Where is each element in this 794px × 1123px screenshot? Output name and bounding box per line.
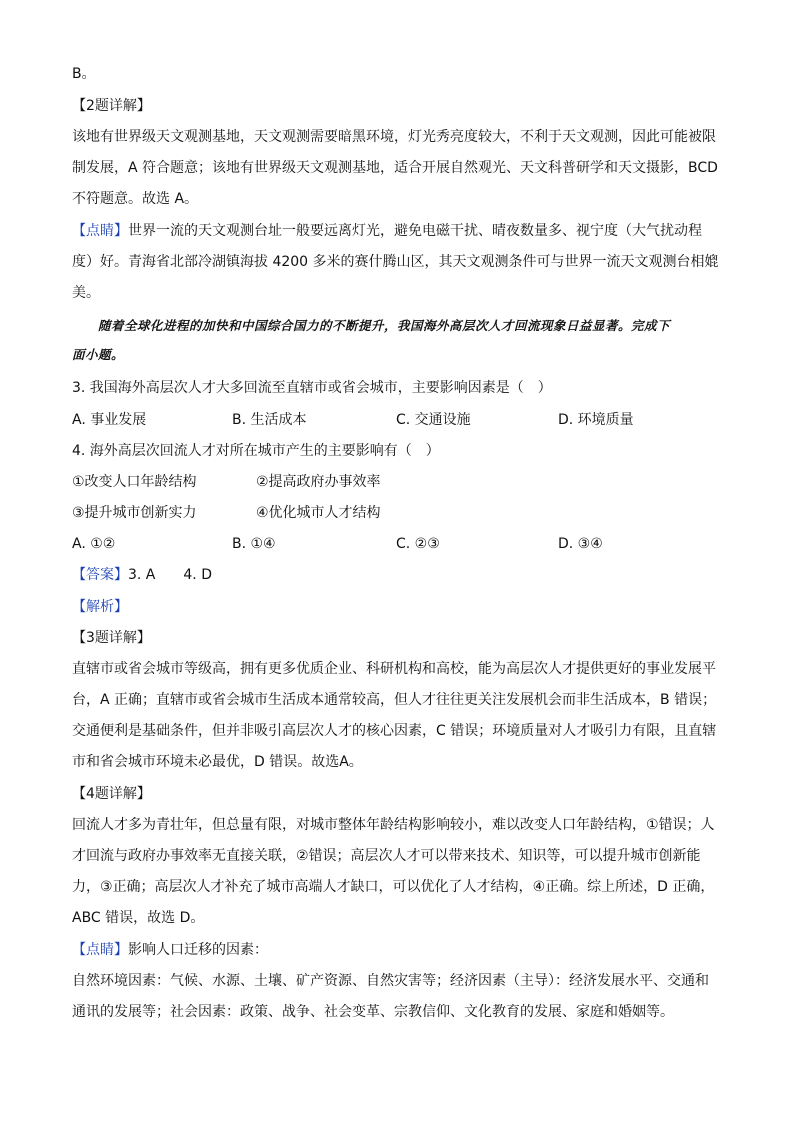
answer-text: 3. A 4. D <box>128 567 212 583</box>
q4-detail-header: 【4题详解】 <box>72 786 151 802</box>
answer-line <box>72 565 212 585</box>
q2-tips-text-1: 世界一流的天文观测台址一般要远离灯光，避免电磁干扰、晴夜数量多、视宁度（大气扰动程 <box>128 223 702 239</box>
q3-detail-line-3: 交通便利是基础条件，但并非吸引高层次人才的核心因素，C 错误；环境质量对人才吸引力有限，且直辖 <box>72 723 717 739</box>
final-tips-line-1: 自然环境因素：气候、水源、土壤、矿产资源、自然灾害等；经济因素（主导）：经济发展水平、交通和 <box>72 973 709 989</box>
q2-tips-line-2: 度）好。青海省北部冷湖镇海拔 4200 多米的赛什腾山区，其天文观测条件可与世界一流天文观测台相媲 <box>72 254 719 270</box>
q4-detail-text: 正确。综上所述，D 正确， <box>545 879 715 895</box>
q4-option-d: D. ③④ <box>558 536 603 552</box>
q4-option-a: A. ①② <box>72 536 116 552</box>
q4-option-c: C. ②③ <box>396 536 440 552</box>
q4-detail-item-marker: ② <box>296 848 309 864</box>
q4-detail-text: 回流人才多为青壮年，但总量有限，对城市整体年龄结构影响较小，难以改变人口年龄结构， <box>72 817 646 833</box>
q4-stem: 4. 海外高层次回流人才对所在城市产生的主要影响有（ ） <box>72 443 440 459</box>
q3-detail-line-4: 市和省会城市环境未必最优，D 错误。故选A。 <box>72 754 363 770</box>
q4-detail-text: 正确；高层次人才补充了城市高端人才缺口，可以优化了人才结构， <box>112 879 533 895</box>
q3-option-c: C. 交通设施 <box>396 412 471 428</box>
q4-item-1: ①改变人口年龄结构 <box>72 474 197 490</box>
analysis-label: 【解析】 <box>72 599 128 615</box>
q4-detail-text: 力， <box>72 879 100 895</box>
final-tips-line-2: 通讯的发展等；社会因素：政策、战争、社会变革、宗教信仰、文化教育的发展、家庭和婚姻等。 <box>72 1004 674 1020</box>
q2-detail-header: 【2题详解】 <box>72 98 151 114</box>
final-tips-line <box>72 940 268 960</box>
q3-option-b: B. 生活成本 <box>232 412 307 428</box>
q4-detail-text: 才回流与政府办事效率无直接关联， <box>72 848 296 864</box>
q3-option-d: D. 环境质量 <box>558 412 634 428</box>
q4-detail-item-marker: ③ <box>100 879 113 895</box>
q4-item-2: ②提高政府办事效率 <box>256 474 381 490</box>
q4-item-4: ④优化城市人才结构 <box>256 505 381 521</box>
final-tips-title: 影响人口迁移的因素： <box>128 942 268 958</box>
top-answer: B。 <box>72 66 96 82</box>
lead-in-line-2: 面小题。 <box>72 347 125 362</box>
q2-detail-line-1: 该地有世界级天文观测基地，天文观测需要暗黑环境，灯光秀亮度较大，不利于天文观测，因此可能被限 <box>72 129 716 145</box>
q4-item-3: ③提升城市创新实力 <box>72 505 197 521</box>
q4-detail-item-marker: ④ <box>532 879 546 895</box>
lead-in-line-1: 随着全球化进程的加快和中国综合国力的不断提升，我国海外高层次人才回流现象日益显著。完成下 <box>98 318 671 333</box>
q2-tips-line-1 <box>72 221 702 241</box>
q3-stem: 3. 我国海外高层次人才大多回流至直辖市或省会城市，主要影响因素是（ ） <box>72 380 552 396</box>
q4-detail-line-1 <box>72 815 715 835</box>
q4-detail-line-4: ABC 错误，故选 D。 <box>72 910 205 926</box>
q4-detail-item-marker: ① <box>646 817 659 833</box>
answer-label: 【答案】 <box>72 567 128 583</box>
q3-detail-line-1: 直辖市或省会城市等级高，拥有更多优质企业、科研机构和高校，能为高层次人才提供更好的事业发展平 <box>72 661 716 677</box>
q2-detail-line-3: 不符题意。故选 A。 <box>72 191 199 207</box>
q4-detail-text: 错误；高层次人才可以带来技术、知识等，可以提升城市创新能 <box>308 848 701 864</box>
q2-tips-header: 【点睛】 <box>72 223 128 239</box>
q2-tips-line-3: 美。 <box>72 285 100 301</box>
q2-detail-line-2: 制发展，A 符合题意；该地有世界级天文观测基地，适合开展自然观光、天文科普研学和天文摄影，BCD <box>72 160 718 176</box>
q3-option-a: A. 事业发展 <box>72 412 147 428</box>
q4-detail-text: 错误；人 <box>658 817 715 833</box>
q3-detail-line-2: 台，A 正确；直辖市或省会城市生活成本通常较高，但人才往往更关注发展机会而非生活成本，B 错误； <box>72 692 717 708</box>
final-tips-header: 【点睛】 <box>72 942 128 958</box>
q4-detail-line-3 <box>72 877 714 897</box>
q4-option-b: B. ①④ <box>232 536 276 552</box>
q3-detail-header: 【3题详解】 <box>72 630 151 646</box>
q4-detail-line-2 <box>72 846 701 866</box>
